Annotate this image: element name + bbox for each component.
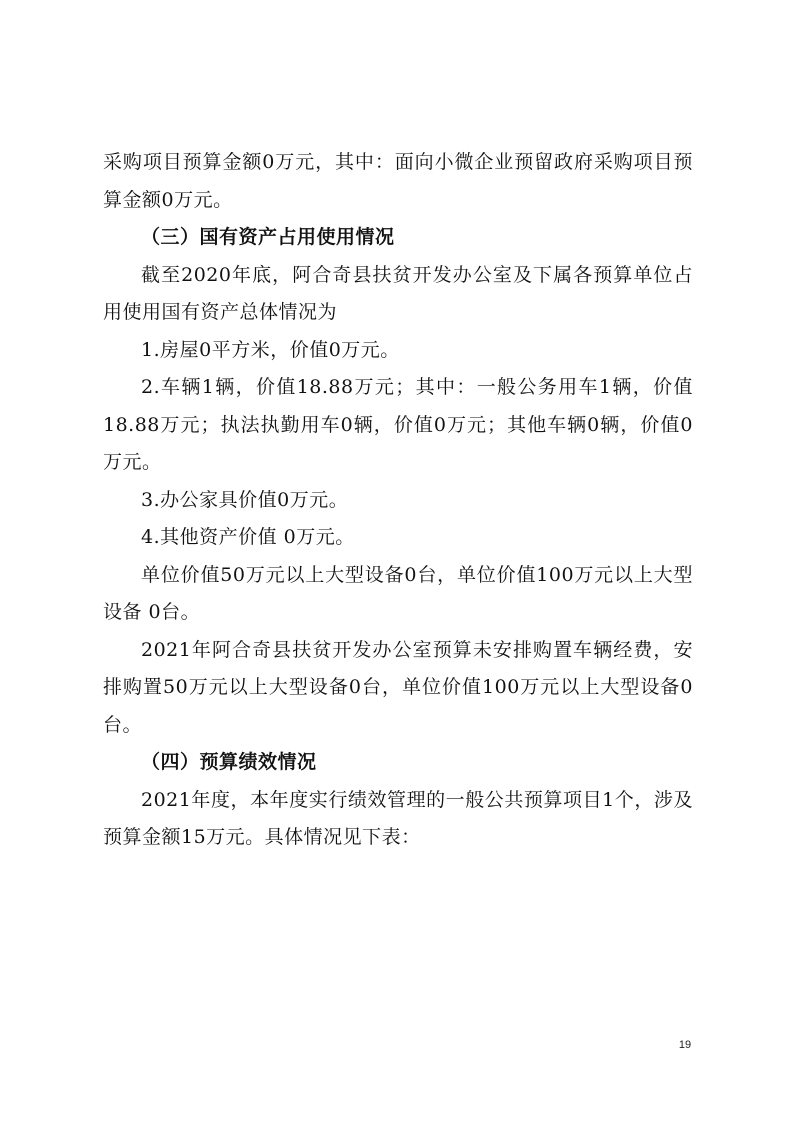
paragraph-procurement-continued: 采购项目预算金额0万元，其中：面向小微企业预留政府采购项目预算金额0万元。 [103,151,693,211]
paragraph-2021-purchase-plan: 2021年阿合奇县扶贫开发办公室预算未安排购置车辆经费，安排购置50万元以上大型设备0台，单位价值100万元以上大型设备0台。 [103,638,693,736]
paragraph-other-assets: 4.其他资产价值 0万元。 [141,526,355,548]
paragraph-performance-summary: 2021年度，本年度实行绩效管理的一般公共预算项目1个，涉及预算金额15万元。具体情况见下表： [103,788,693,848]
paragraph-housing: 1.房屋0平方米，价值0万元。 [141,338,400,361]
section-heading-budget-performance: （四）预算绩效情况 [141,751,317,773]
paragraph-assets-overview: 截至2020年底，阿合奇县扶贫开发办公室及下属各预算单位占用使用国有资产总体情况为 [103,263,693,323]
page-number: 19 [678,1039,692,1051]
paragraph-vehicles: 2.车辆1辆，价值18.88万元；其中：一般公务用车1辆，价值18.88万元；执法执勤用车0辆，价值0万元；其他车辆0辆，价值0万元。 [103,376,693,473]
paragraph-large-equipment: 单位价值50万元以上大型设备0台，单位价值100万元以上大型设备 0台。 [103,563,693,623]
paragraph-office-furniture: 3.办公家具价值0万元。 [141,488,349,511]
section-heading-state-assets: （三）国有资产占用使用情况 [141,226,395,248]
page-body [103,144,693,857]
